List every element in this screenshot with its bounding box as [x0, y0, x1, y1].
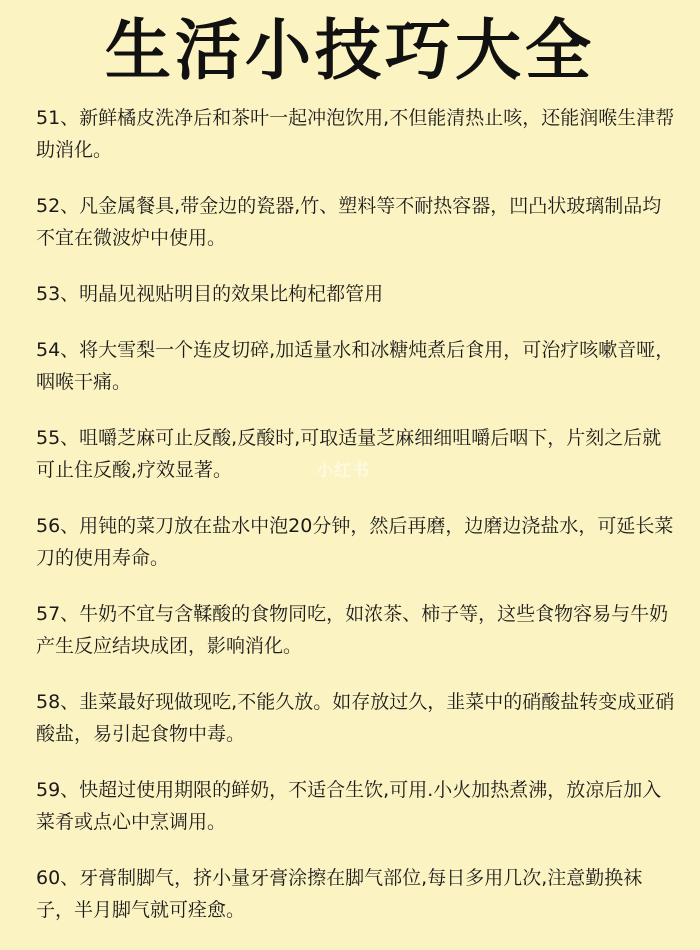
- tip-60: 60、牙膏制脚气，挤小量牙膏涂擦在脚气部位,每日多用几次,注意勤换袜子，半月脚气就可痊愈。: [36, 867, 643, 921]
- tip-58: 58、韭菜最好现做现吃,不能久放。如存放过久，韭菜中的硝酸盐转变成亚硝酸盐，易引起食物中毒。: [36, 691, 675, 745]
- tip-54: 54、将大雪梨一个连皮切碎,加适量水和冰糖炖煮后食用，可治疗咳嗽音哑，咽喉干痛。: [36, 339, 675, 393]
- tip-59: 59、快超过使用期限的鲜奶，不适合生饮,可用.小火加热煮沸，放凉后加入菜肴或点心中烹调用。: [36, 779, 662, 833]
- watermark-logo: 小红书: [316, 461, 370, 481]
- tip-51: 51、新鲜橘皮洗净后和茶叶一起冲泡饮用,不但能清热止咳，还能润喉生津帮助消化。: [36, 107, 675, 161]
- tips-list: [36, 102, 676, 950]
- tip-56: 56、用钝的菜刀放在盐水中泡20分钟，然后再磨，边磨边浇盐水，可延长菜刀的使用寿命。: [36, 515, 674, 569]
- tip-55: 55、咀嚼芝麻可止反酸,反酸时,可取适量芝麻细细咀嚼后咽下，片刻之后就可止住反酸,疗效显著。: [36, 427, 662, 481]
- page-title: 生活小技巧大全: [105, 12, 595, 89]
- tip-57: 57、牛奶不宜与含鞣酸的食物同吃，如浓茶、柿子等，这些食物容易与牛奶产生反应结块成团，影响消化。: [36, 603, 669, 657]
- tip-52: 52、凡金属餐具,带金边的瓷器,竹、塑料等不耐热容器，凹凸状玻璃制品均不宜在微波炉中使用。: [36, 195, 662, 249]
- tip-53: 53、明晶见视贴明目的效果比枸杞都管用: [36, 283, 384, 305]
